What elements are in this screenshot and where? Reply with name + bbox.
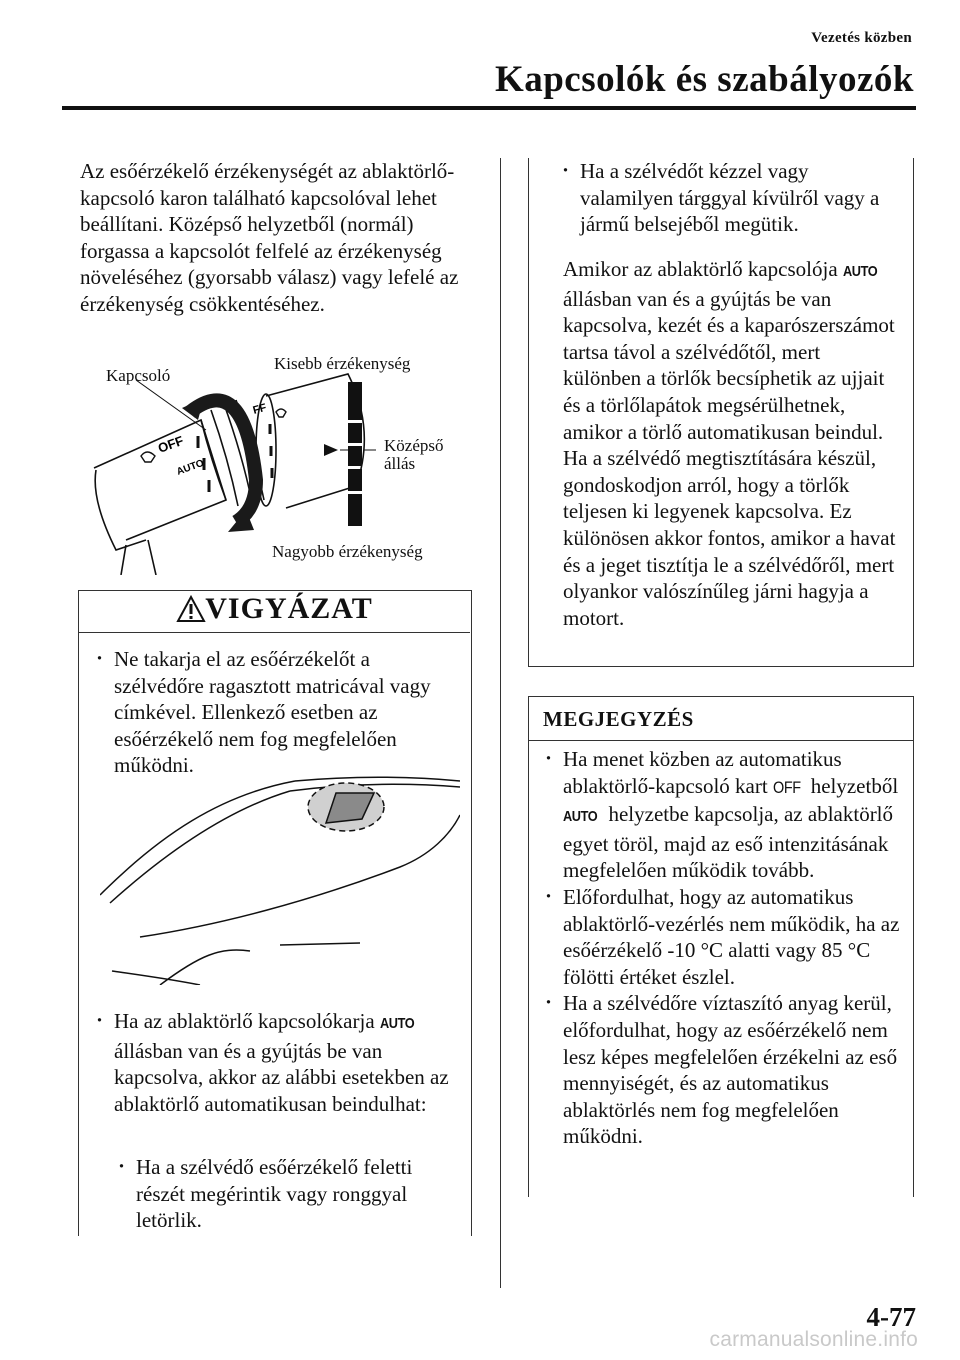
knob-ff-text: FF: [251, 401, 268, 417]
label-low-sensitivity: Kisebb érzékenység: [274, 354, 411, 373]
label-position: állás: [384, 454, 416, 473]
caution-bullet-1-text: · Ne takarja el az esőérzékelőt a szélvédőre ragasztott matricával vagy címkével. Ellenkező esetben az esőérzékelő nem fog megfelelően működni.: [94, 646, 456, 779]
watermark: carmanualsonline.info: [709, 1328, 918, 1351]
note-title: MEGJEGYZÉS: [543, 707, 694, 731]
caution-title: VIGYÁZAT: [205, 592, 373, 625]
caution-header: [78, 590, 470, 633]
caution-bullet-1: [94, 646, 456, 779]
windshield-sensor-drawing: [100, 775, 460, 985]
section-label: Vezetés közben: [811, 30, 912, 46]
intro-paragraph: Az esőérzékelő érzékenységét az ablaktörlő-kapcsoló karon található kapcsolóval lehet beállítani. Középső helyzetből (normál) forgassa a kapcsolót felfelé az érzékenység növeléséhez (gyorsabb válasz) vagy lefelé az érzékenység csökkentéséhez.: [80, 159, 459, 316]
note-item-2: · Előfordulhat, hogy az automatikus ablaktörlő-vezérlés nem működik, ha az esőérzékelő -10 °C alatti vagy 85 °C fölötti értéket észlel.: [543, 884, 903, 990]
caution-bullet-2-pre: Ha az ablaktörlő kapcsolókarja: [114, 1009, 375, 1033]
wiper-switch-diagram: [86, 350, 466, 575]
header-rule: [62, 106, 916, 110]
column-divider: [500, 158, 501, 1288]
caution-sub-bullet-1-text: · Ha a szélvédő esőérzékelő feletti részét megérintik vagy ronggyal letörlik.: [116, 1154, 456, 1234]
label-high-sensitivity: Nagyobb érzékenység: [272, 542, 423, 561]
caution-sub-bullet-2-text: · Ha a szélvédőt kézzel vagy valamilyen tárggyal kívülről vagy a jármű belsejéből megütik.: [560, 158, 900, 238]
caution-paragraph-post: állásban van és a gyújtás be van kapcsolva, kezét és a kaparószerszámot tartsa távol a szélvédőtől, mert különben a törlők becsíphetik az ujjait és a törlőlapátok megsérülhetnek, amikor a törlő automatikusan beindul. Ha a szélvédő megtisztítására készül, gondoskodjon arról, hogy a törlők teljesen ki legyenek kapcsolva. Ez különösen akkor fontos, amikor a havat és a jeget tisztítja le a szélvédőről, mert olyankor valószínűleg járni hagyja a motort.: [563, 286, 896, 630]
caution-bullet-2-item: [94, 1008, 456, 1117]
auto-position-symbol: AUTO: [379, 1015, 415, 1032]
note-1-pre: Ha menet közben az automatikus ablaktörlő-kapcsoló kart: [563, 747, 842, 798]
page-number: 4-77: [866, 1302, 916, 1332]
label-switch: Kapcsoló: [106, 366, 171, 385]
windshield-illustration: [100, 775, 460, 985]
note-1-post: helyzetbe kapcsolja, az ablaktörlő egyet töröl, majd az eső intenzitásának megfelelően működik tovább.: [563, 802, 894, 883]
note-item-1: [543, 746, 903, 884]
label-middle: Középső: [384, 436, 444, 455]
note-item-3: · Ha a szélvédőre víztaszító anyag kerül, előfordulhat, hogy az esőérzékelő nem lesz képes megfelelően érzékelni az eső mennyiségét, és az automatikus ablaktörlés nem fog megfelelően működni.: [543, 990, 903, 1150]
caution-bullet-2: [94, 1008, 456, 1117]
auto-position-symbol-3: AUTO: [563, 808, 598, 826]
caution-paragraph-pre: Amikor az ablaktörlő kapcsolója: [563, 257, 838, 281]
caution-paragraph: [563, 256, 903, 631]
off-position-symbol: OFF: [772, 777, 801, 797]
note-1-mid: helyzetből: [810, 773, 899, 798]
note-list: [543, 746, 903, 1150]
page-title: Kapcsolók és szabályozók: [494, 59, 914, 100]
auto-position-symbol-2: AUTO: [842, 263, 878, 280]
caution-sub-bullet-1: [116, 1154, 456, 1234]
knob-auto-text: AUTO: [175, 457, 206, 478]
note-header-rule: [528, 740, 914, 741]
knob-off-text: OFF: [155, 432, 186, 456]
caution-bullet-2-post: állásban van és a gyújtás be van kapcsolva, akkor az alábbi esetekben az ablaktörlő automatikusan beindulhat:: [114, 1038, 449, 1116]
caution-sub-bullet-2: [560, 158, 900, 238]
